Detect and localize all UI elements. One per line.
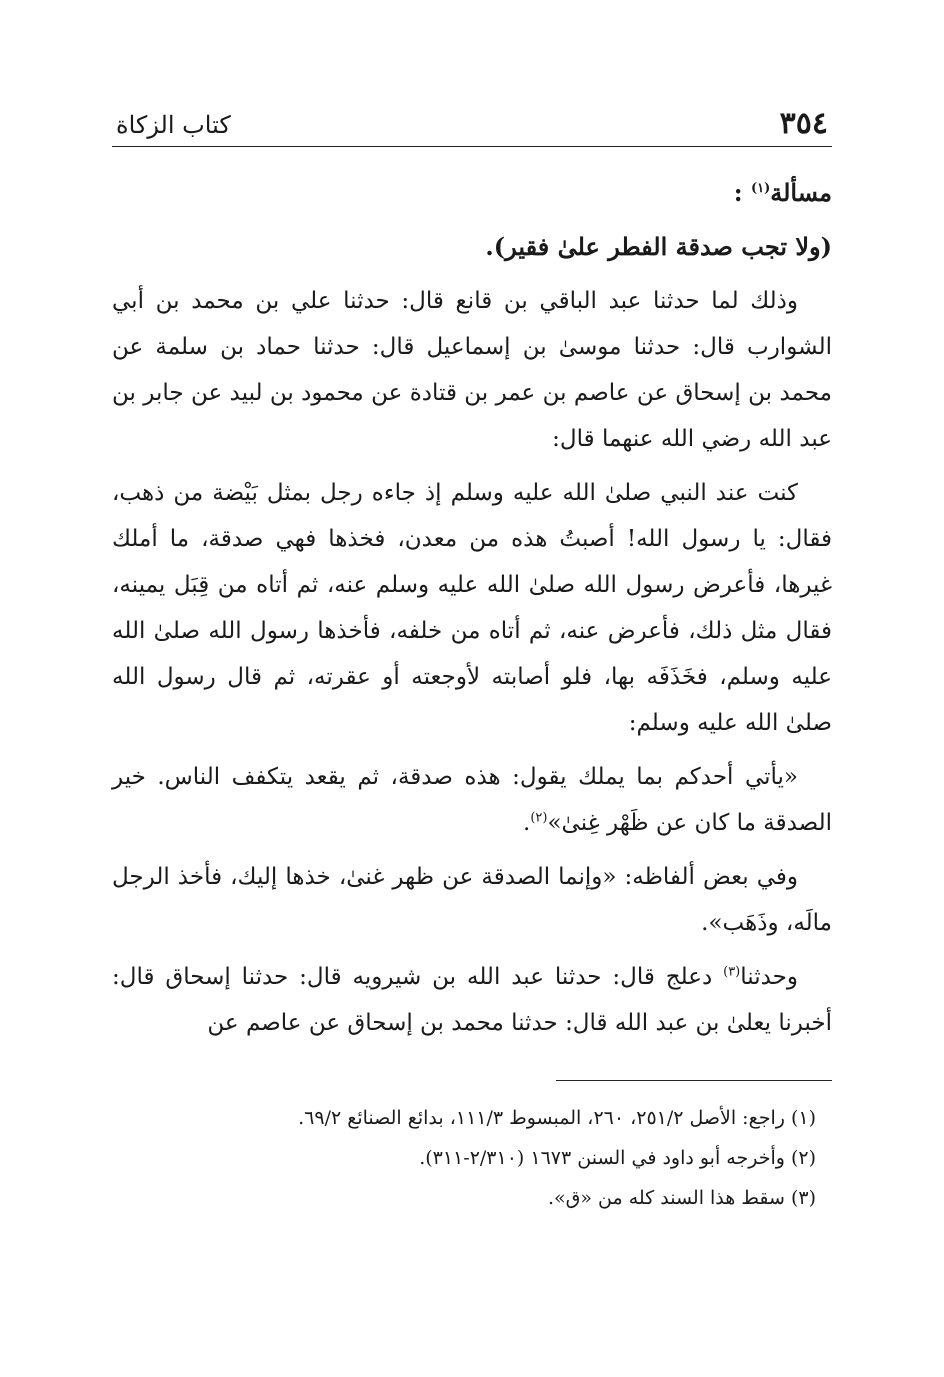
footnote-ref-2: (٢)	[530, 810, 548, 826]
variant-wording-paragraph: وفي بعض ألفاظه: «وإنما الصدقة عن ظهر غنىٰ، خذها إليك، فأخذ الرجل مالَه، وذَهَب».	[112, 864, 832, 936]
main-text	[112, 170, 832, 1054]
second-isnad-rest: دعلج قال: حدثنا عبد الله بن شيرويه قال: حدثنا إسحاق قال: أخبرنا يعلىٰ بن عبد الله قال: حدثنا محمد بن إسحاق عن عاصم عن	[112, 964, 832, 1036]
hadith-quote: «يأتي أحدكم بما يملك يقول: هذه صدقة، ثم يقعد يتكفف الناس. خير الصدقة ما كان عن ظَهْر غِنىٰ»	[112, 764, 832, 836]
second-isnad-paragraph	[112, 954, 832, 1046]
footnote-ref-1: (١)	[750, 181, 771, 196]
page-number: ٣٥٤	[779, 106, 828, 141]
footnote-2: (٢) وأخرجه أبو داود في السنن ١٦٧٣ (٢/٣١٠-٣١١).	[419, 1147, 816, 1169]
hadith-quote-end: .	[523, 810, 531, 836]
book-title: كتاب الزكاة	[116, 111, 231, 139]
hadith-narrative-paragraph: كنت عند النبي صلىٰ الله عليه وسلم إذ جاءه رجل بمثل بَيْضة من ذهب، فقال: يا رسول الله! أصبتُ هذه من معدن، فخذها فهي صدقة، ما أملك غيرها، فأعرض رسول الله صلىٰ الله عليه وسلم عنه، ثم أتاه من قِبَل يمينه، فقال مثل ذلك، فأعرض عنه، ثم أتاه من خلفه، فأخذها رسول الله صلىٰ الله عليه وسلم، فخَذَفَه بها، فلو أصابته لأوجعته أو عقرته، ثم قال رسول الله صلىٰ الله عليه وسلم:	[112, 480, 832, 736]
footnote-3: (٣) سقط هذا السند كله من «ق».	[547, 1187, 816, 1209]
ruling-text: (ولا تجب صدقة الفطر علىٰ فقير).	[485, 232, 832, 261]
footnote-1: (١) راجع: الأصل ٢٥١/٢، ٢٦٠، المبسوط ١١١/٣، بدائع الصنائع ٦٩/٢.	[298, 1107, 816, 1129]
running-header	[112, 102, 832, 147]
issue-colon: :	[733, 178, 743, 207]
issue-heading	[112, 170, 832, 216]
footnote-ref-3: (٣)	[723, 964, 741, 980]
issue-label: مسألة	[770, 178, 832, 207]
second-isnad-start: وحدثنا	[740, 964, 798, 990]
hadith-quote-paragraph	[112, 754, 832, 846]
footnotes	[112, 1098, 816, 1218]
footnote-divider	[556, 1080, 832, 1081]
isnad-paragraph: وذلك لما حدثنا عبد الباقي بن قانع قال: حدثنا علي بن محمد بن أبي الشوارب قال: حدثنا موسىٰ بن إسماعيل قال: حدثنا حماد بن سلمة عن محمد بن إسحاق عن عاصم بن عمر بن قتادة عن محمود بن لبيد عن جابر بن عبد الله رضي الله عنهما قال:	[112, 288, 832, 452]
